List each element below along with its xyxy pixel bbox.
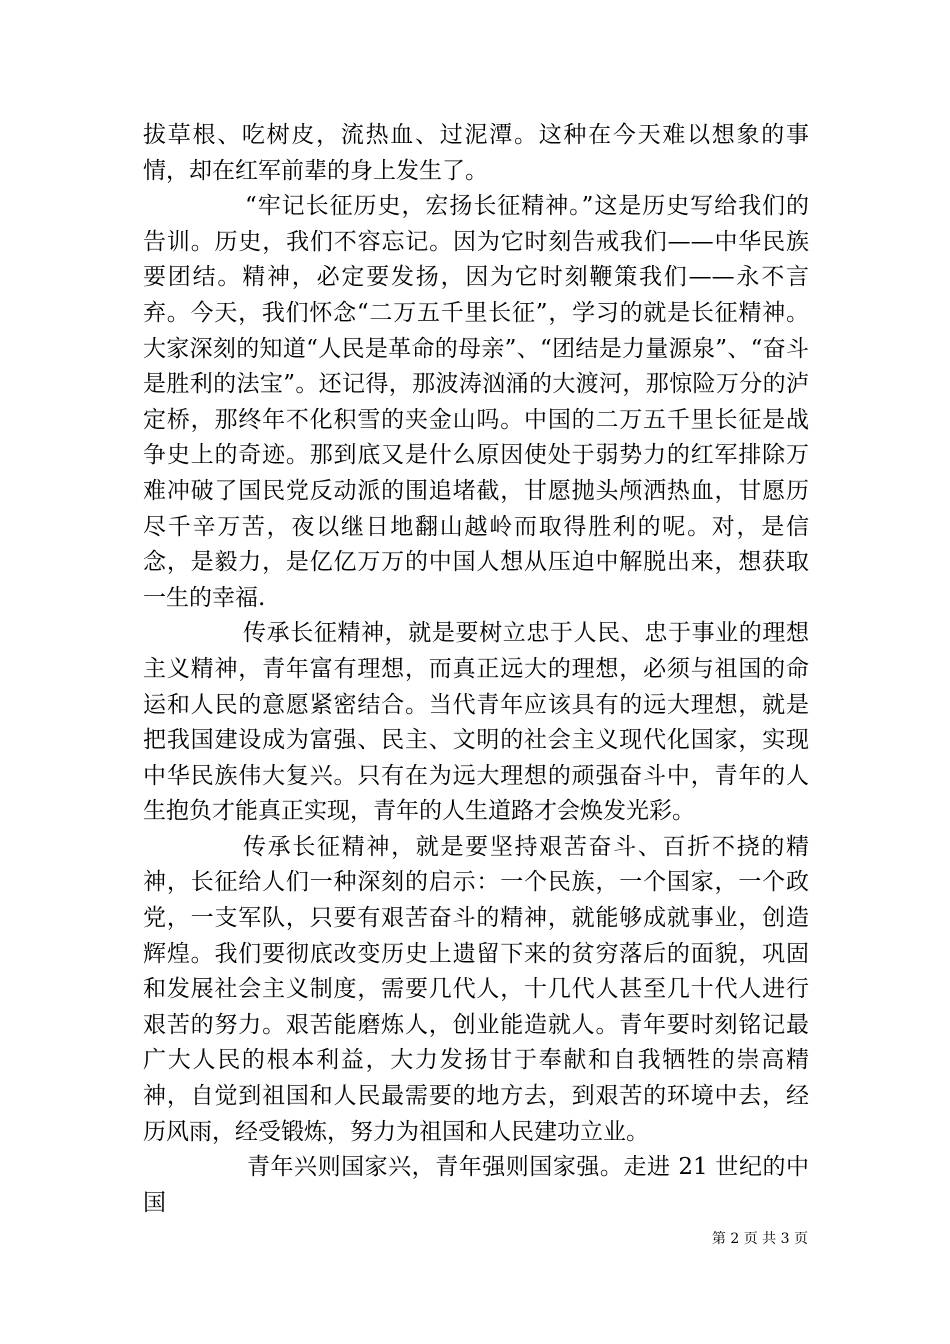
paragraph-youth: 青年兴则国家兴，青年强则国家强。走进 21 世纪的中国 — [143, 1154, 809, 1216]
paragraph-continuation: 拔草根、吃树皮，流热血、过泥潭。这种在今天难以想象的事情，却在红军前辈的身上发生了。 — [143, 122, 809, 184]
document-body — [143, 118, 809, 1221]
paragraph-long-march-history: “牢记长征历史，宏扬长征精神。”这是历史写给我们的告训。历史，我们不容忘记。因为它时刻告戒我们——中华民族要团结。精神，必定要发扬，因为它时刻鞭策我们——永不言弃。今天，我们怀念“二万五千里长征”，学习的就是长征精神。大家深刻的知道“人民是革命的母亲”、“团结是力量源泉”、“奋斗是胜利的法宝”。还记得，那波涛汹涌的大渡河，那惊险万分的泸定桥，那终年不化积雪的夹金山吗。中国的二万五千里长征是战争史上的奇迹。那到底又是什么原因使处于弱势力的红军排除万难冲破了国民党反动派的围追堵截，甘愿抛头颅洒热血，甘愿历尽千辛万苦，夜以继日地翻山越岭而取得胜利的呢。对，是信念，是毅力，是亿亿万万的中国人想从压迫中解脱出来，想获取一生的幸福. — [143, 193, 809, 611]
paragraph-ideals: 传承长征精神，就是要树立忠于人民、忠于事业的理想主义精神，青年富有理想，而真正远大的理想，必须与祖国的命运和人民的意愿紧密结合。当代青年应该具有的远大理想，就是把我国建设成为富强、民主、文明的社会主义现代化国家，实现中华民族伟大复兴。只有在为远大理想的顽强奋斗中，青年的人生抱负才能真正实现，青年的人生道路才会焕发光彩。 — [143, 620, 809, 825]
paragraph-hard-work: 传承长征精神，就是要坚持艰苦奋斗、百折不挠的精神，长征给人们一种深刻的启示：一个民族，一个国家，一个政党，一支军队，只要有艰苦奋斗的精神，就能够成就事业，创造辉煌。我们要彻底改变历史上遗留下来的贫穷落后的面貌，巩固和发展社会主义制度，需要几代人，十几代人甚至几十代人进行艰苦的努力。艰苦能磨炼人，创业能造就人。青年要时刻铭记最广大人民的根本利益，大力发扬甘于奉献和自我牺牲的崇高精神，自觉到祖国和人民最需要的地方去，到艰苦的环境中去，经历风雨，经受锻炼，努力为祖国和人民建功立业。 — [143, 833, 809, 1145]
page-number: 第 2 页 共 3 页 — [711, 1231, 808, 1247]
